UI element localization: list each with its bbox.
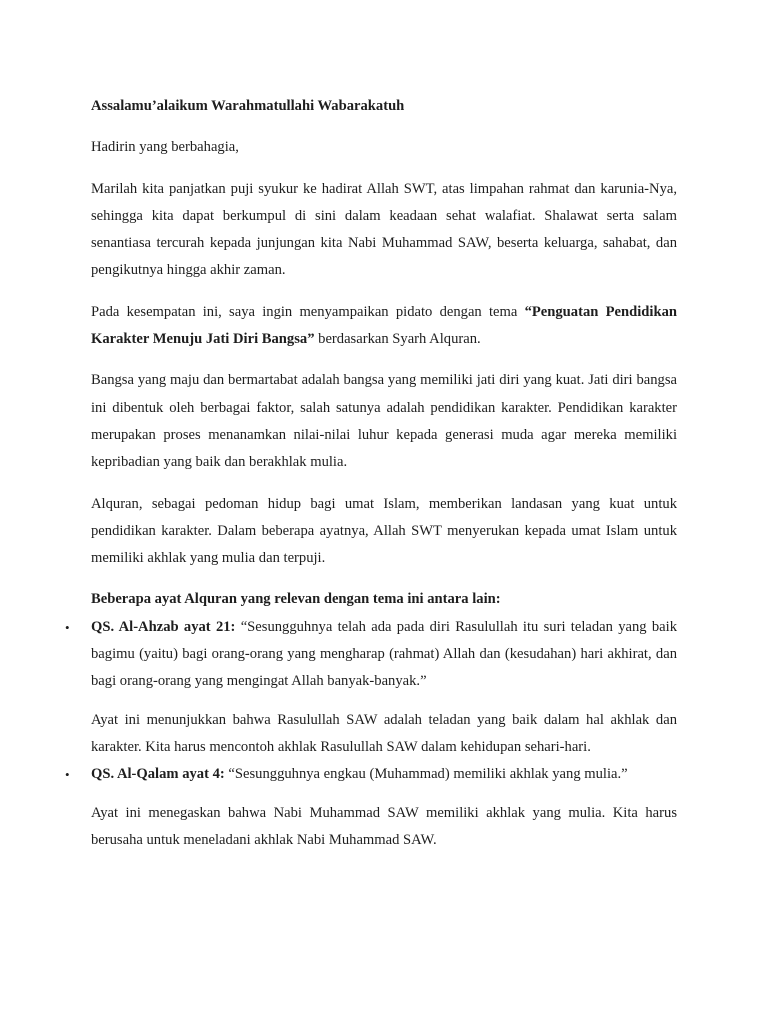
- verse-quote: “Sesungguhnya engkau (Muhammad) memiliki akhlak yang mulia.”: [224, 766, 628, 783]
- verse-quote: “Sesungguhnya telah ada pada diri Rasulullah itu suri teladan yang baik bagimu (yaitu) bagi orang-orang yang mengharap (rahmat) Allah dan (kesudahan) hari akhirat, dan bagi orang-orang yang mengingat Allah banyak-banyak.”: [91, 618, 678, 690]
- bullet-icon: •: [65, 767, 70, 783]
- opening-paragraph: Marilah kita panjatkan puji syukur ke hadirat Allah SWT, atas limpahan rahmat dan karunia-Nya, sehingga kita dapat berkumpul di sini dalam keadaan sehat walafiat. Shalawat serta salam senantiasa tercurah kepada junjungan kita Nabi Muhammad SAW, beserta keluarga, sahabat, dan pengikutnya hingga akhir zaman.: [91, 180, 677, 279]
- verse-reference: QS. Al-Ahzab ayat 21:: [91, 618, 236, 635]
- document-page: [65, 93, 678, 854]
- greeting: Hadirin yang berbahagia,: [91, 139, 239, 156]
- theme-title: “Penguatan Pendidikan Karakter Menuju Jati Diri Bangsa”: [91, 303, 677, 348]
- theme-outro: berdasarkan Syarh Alquran.: [314, 331, 481, 348]
- verses-heading: Beberapa ayat Alquran yang relevan dengan tema ini antara lain:: [91, 591, 501, 608]
- verse-explanation: Ayat ini menegaskan bahwa Nabi Muhammad SAW memiliki akhlak yang mulia. Kita harus berusaha untuk meneladani akhlak Nabi Muhammad SAW.: [91, 804, 677, 848]
- list-item-verse-1: [65, 614, 678, 696]
- quran-paragraph: Alquran, sebagai pedoman hidup bagi umat Islam, memberikan landasan yang kuat untuk pendidikan karakter. Dalam beberapa ayatnya, Allah SWT menyerukan kepada umat Islam untuk memiliki akhlak yang mulia dan terpuji.: [91, 495, 677, 567]
- nation-paragraph: Bangsa yang maju dan bermartabat adalah bangsa yang memiliki jati diri yang kuat. Jati diri bangsa ini dibentuk oleh berbagai faktor, salah satunya adalah pendidikan karakter. Pendidikan karakter merupakan proses menanamkan nilai-nilai luhur kepada generasi muda agar mereka memiliki kepribadian yang baik dan berakhlak mulia.: [91, 372, 677, 471]
- list-item-verse-2: [65, 761, 677, 788]
- verse-explanation: Ayat ini menunjukkan bahwa Rasulullah SAW adalah teladan yang baik dalam hal akhlak dan karakter. Kita harus mencontoh akhlak Rasulullah SAW dalam kehidupan sehari-hari.: [91, 711, 677, 755]
- bullet-icon: •: [65, 619, 70, 635]
- salutation: Assalamu’alaikum Warahmatullahi Wabarakatuh: [91, 98, 405, 114]
- verse-reference: QS. Al-Qalam ayat 4:: [91, 766, 225, 783]
- theme-intro: Pada kesempatan ini, saya ingin menyampaikan pidato dengan tema: [91, 303, 525, 320]
- theme-paragraph: [91, 299, 677, 354]
